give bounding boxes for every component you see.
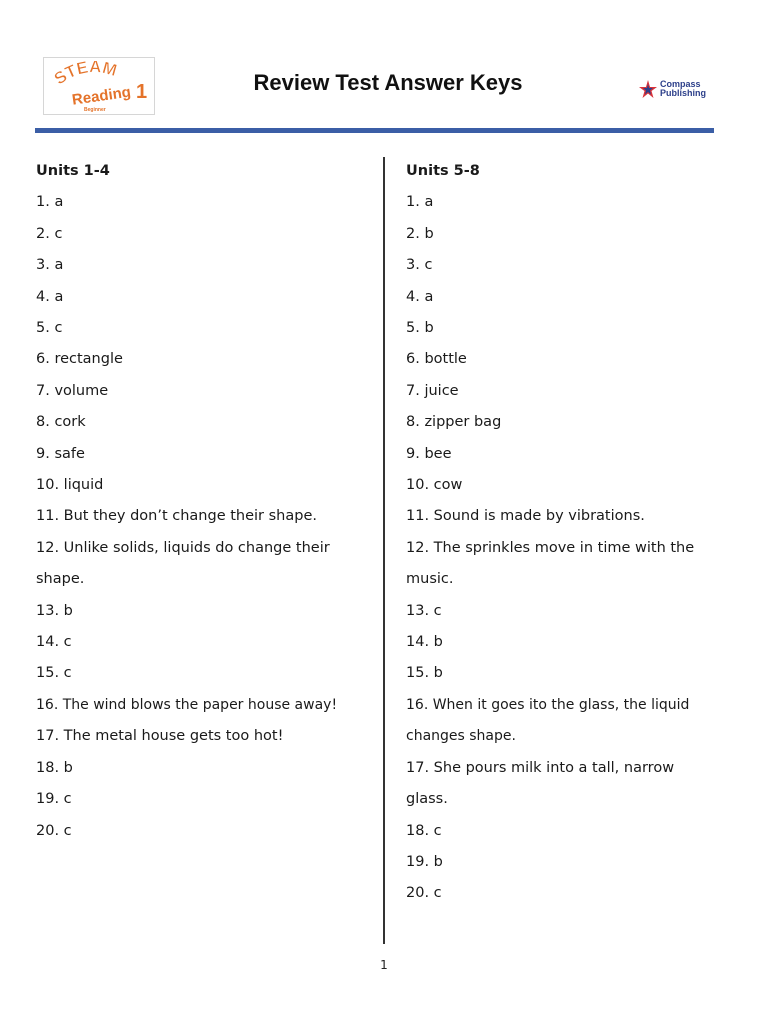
- answer-item: 12. Unlike solids, liquids do change their shape.: [36, 539, 330, 588]
- answer-item: 18. b: [36, 759, 73, 776]
- answer-item: 7. volume: [36, 382, 109, 399]
- answer-item: 2. b: [406, 225, 434, 242]
- answer-item: 14. b: [406, 634, 443, 651]
- answer-item: 15. c: [36, 665, 72, 682]
- answer-item: 19. c: [36, 791, 72, 808]
- page-number: 1: [380, 958, 388, 972]
- column-divider: [383, 157, 385, 944]
- answer-item: 1. a: [406, 194, 434, 211]
- answer-item: 8. zipper bag: [406, 414, 502, 431]
- answer-item: 13. c: [406, 602, 442, 619]
- compass-star-icon: [638, 79, 658, 99]
- answer-item: 5. c: [36, 320, 63, 337]
- compass-publishing-logo: [638, 78, 718, 100]
- page-title: Review Test Answer Keys: [253, 70, 523, 95]
- answer-item: 4. a: [36, 288, 64, 305]
- answer-item: 10. cow: [406, 477, 463, 494]
- answer-item: 16. The wind blows the paper house away!: [36, 696, 338, 713]
- column-heading: Units 5-8: [406, 163, 480, 179]
- publisher-name-line2: Publishing: [660, 88, 706, 98]
- answer-item: 18. c: [406, 822, 442, 839]
- answer-item: 14. c: [36, 634, 72, 651]
- answer-item: 1. a: [36, 194, 64, 211]
- logo-tagline-text: Beginner: [84, 107, 106, 113]
- publisher-name-line1: Compass: [660, 79, 701, 89]
- answer-item: 4. a: [406, 288, 434, 305]
- answer-item: 10. liquid: [36, 477, 104, 494]
- answer-item: 11. But they don’t change their shape.: [36, 508, 317, 525]
- answer-item: 3. c: [406, 257, 433, 274]
- answer-item: 20. c: [36, 822, 72, 839]
- answer-item: 6. rectangle: [36, 351, 123, 368]
- answer-item: 5. b: [406, 320, 434, 337]
- answer-item: 17. The metal house gets too hot!: [36, 728, 284, 745]
- answers-column-units-5-8: [406, 156, 736, 910]
- logo-level-number: 1: [136, 81, 148, 103]
- answer-item: 3. a: [36, 257, 64, 274]
- column-heading: Units 1-4: [36, 163, 110, 179]
- logo-steam-text: STEAM: [50, 58, 120, 89]
- logo-reading-text: Reading: [70, 83, 132, 109]
- answer-item: 15. b: [406, 665, 443, 682]
- answer-item: 16. When it goes ito the glass, the liquid changes shape.: [406, 696, 690, 745]
- answer-item: 7. juice: [406, 382, 459, 399]
- answer-item: 8. cork: [36, 414, 86, 431]
- header-rule: [35, 128, 714, 133]
- answer-item: 9. safe: [36, 445, 85, 462]
- answer-item: 20. c: [406, 885, 442, 902]
- answer-item: 11. Sound is made by vibrations.: [406, 508, 645, 525]
- answers-column-units-1-4: [36, 156, 376, 847]
- answer-item: 19. b: [406, 853, 443, 870]
- answer-item: 2. c: [36, 225, 63, 242]
- answer-item: 17. She pours milk into a tall, narrow glass.: [406, 759, 675, 808]
- answer-item: 6. bottle: [406, 351, 467, 368]
- answer-item: 12. The sprinkles move in time with the music.: [406, 539, 695, 588]
- answer-item: 13. b: [36, 602, 73, 619]
- answer-item: 9. bee: [406, 445, 452, 462]
